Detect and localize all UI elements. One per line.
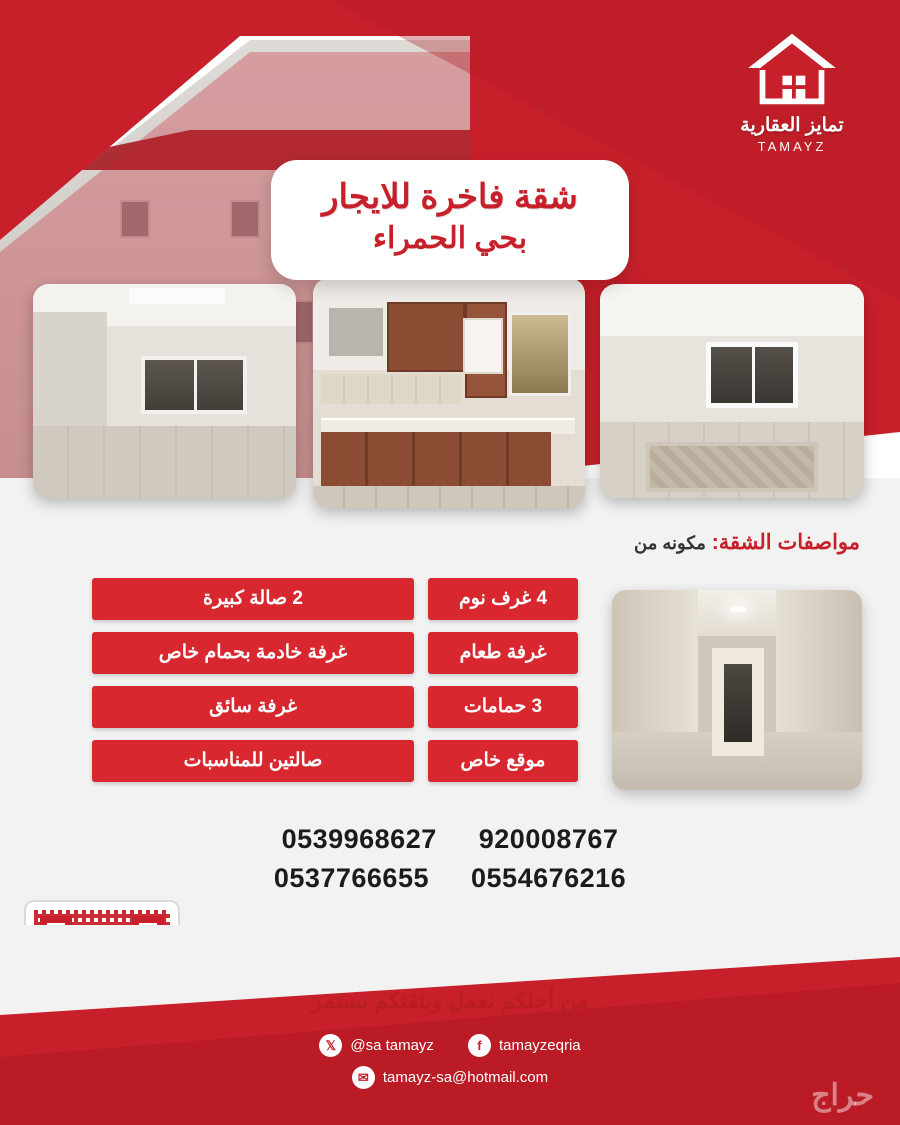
brand-logo — [722, 30, 862, 154]
email-address[interactable]: tamayz-sa@hotmail.com — [382, 1069, 549, 1086]
headline-line-1: شقة فاخرة للايجار — [322, 178, 578, 216]
photo-gallery — [0, 278, 900, 510]
watermark: حراج — [811, 1079, 874, 1112]
spec-item-dining-room: غرفة طعام — [428, 632, 578, 674]
footer-socials — [0, 1034, 900, 1098]
specs-row — [78, 740, 578, 782]
envelope-icon[interactable]: ✉ — [352, 1066, 375, 1089]
footer-slogan: من أجلكم نعمل وبثقتكم نستمر — [310, 988, 590, 1013]
spec-item-large-hall: 2 صالة كبيرة — [92, 578, 414, 620]
spec-item-event-halls: صالتين للمناسبات — [92, 740, 414, 782]
email-row — [0, 1066, 900, 1089]
spec-item-maid-room: غرفة خادمة بحمام خاص — [92, 632, 414, 674]
x-handle[interactable]: @sa tamayz — [350, 1037, 434, 1054]
specs-row — [78, 578, 578, 620]
phone-number[interactable]: 920008767 — [478, 824, 619, 854]
phone-number[interactable]: 0554676216 — [471, 863, 627, 894]
phone-number[interactable]: 0539968627 — [281, 824, 437, 854]
facebook-icon[interactable]: f — [468, 1034, 491, 1057]
specs-title-sub: مكونه من — [634, 533, 706, 553]
phone-row — [0, 859, 900, 898]
contact-phones — [0, 820, 900, 898]
specs-list — [78, 578, 578, 794]
spec-item-bathrooms: 3 حمامات — [428, 686, 578, 728]
brand-name-ar: تمايز العقارية — [740, 115, 844, 136]
specs-title-main: مواصفات الشقة: — [711, 531, 860, 554]
headline-line-2: بحي الحمراء — [372, 222, 528, 256]
social-row — [0, 1034, 900, 1057]
spec-item-private-location: موقع خاص — [428, 740, 578, 782]
living-room-photo — [33, 284, 296, 498]
kitchen-photo — [313, 278, 585, 508]
spec-item-driver-room: غرفة سائق — [92, 686, 414, 728]
headline-card — [271, 160, 629, 280]
phone-row — [0, 820, 900, 859]
specs-row — [78, 686, 578, 728]
facebook-handle[interactable]: tamayzeqria — [498, 1037, 581, 1054]
x-twitter-icon[interactable]: 𝕏 — [319, 1034, 342, 1057]
house-icon — [744, 30, 840, 108]
specs-row — [78, 632, 578, 674]
spec-item-bedrooms: 4 غرف نوم — [428, 578, 578, 620]
brand-name-en: TAMAYZ — [757, 139, 827, 154]
salon-photo — [600, 284, 864, 498]
corridor-photo — [612, 590, 862, 790]
phone-number[interactable]: 0537766655 — [273, 863, 429, 894]
specs-title — [634, 530, 860, 555]
